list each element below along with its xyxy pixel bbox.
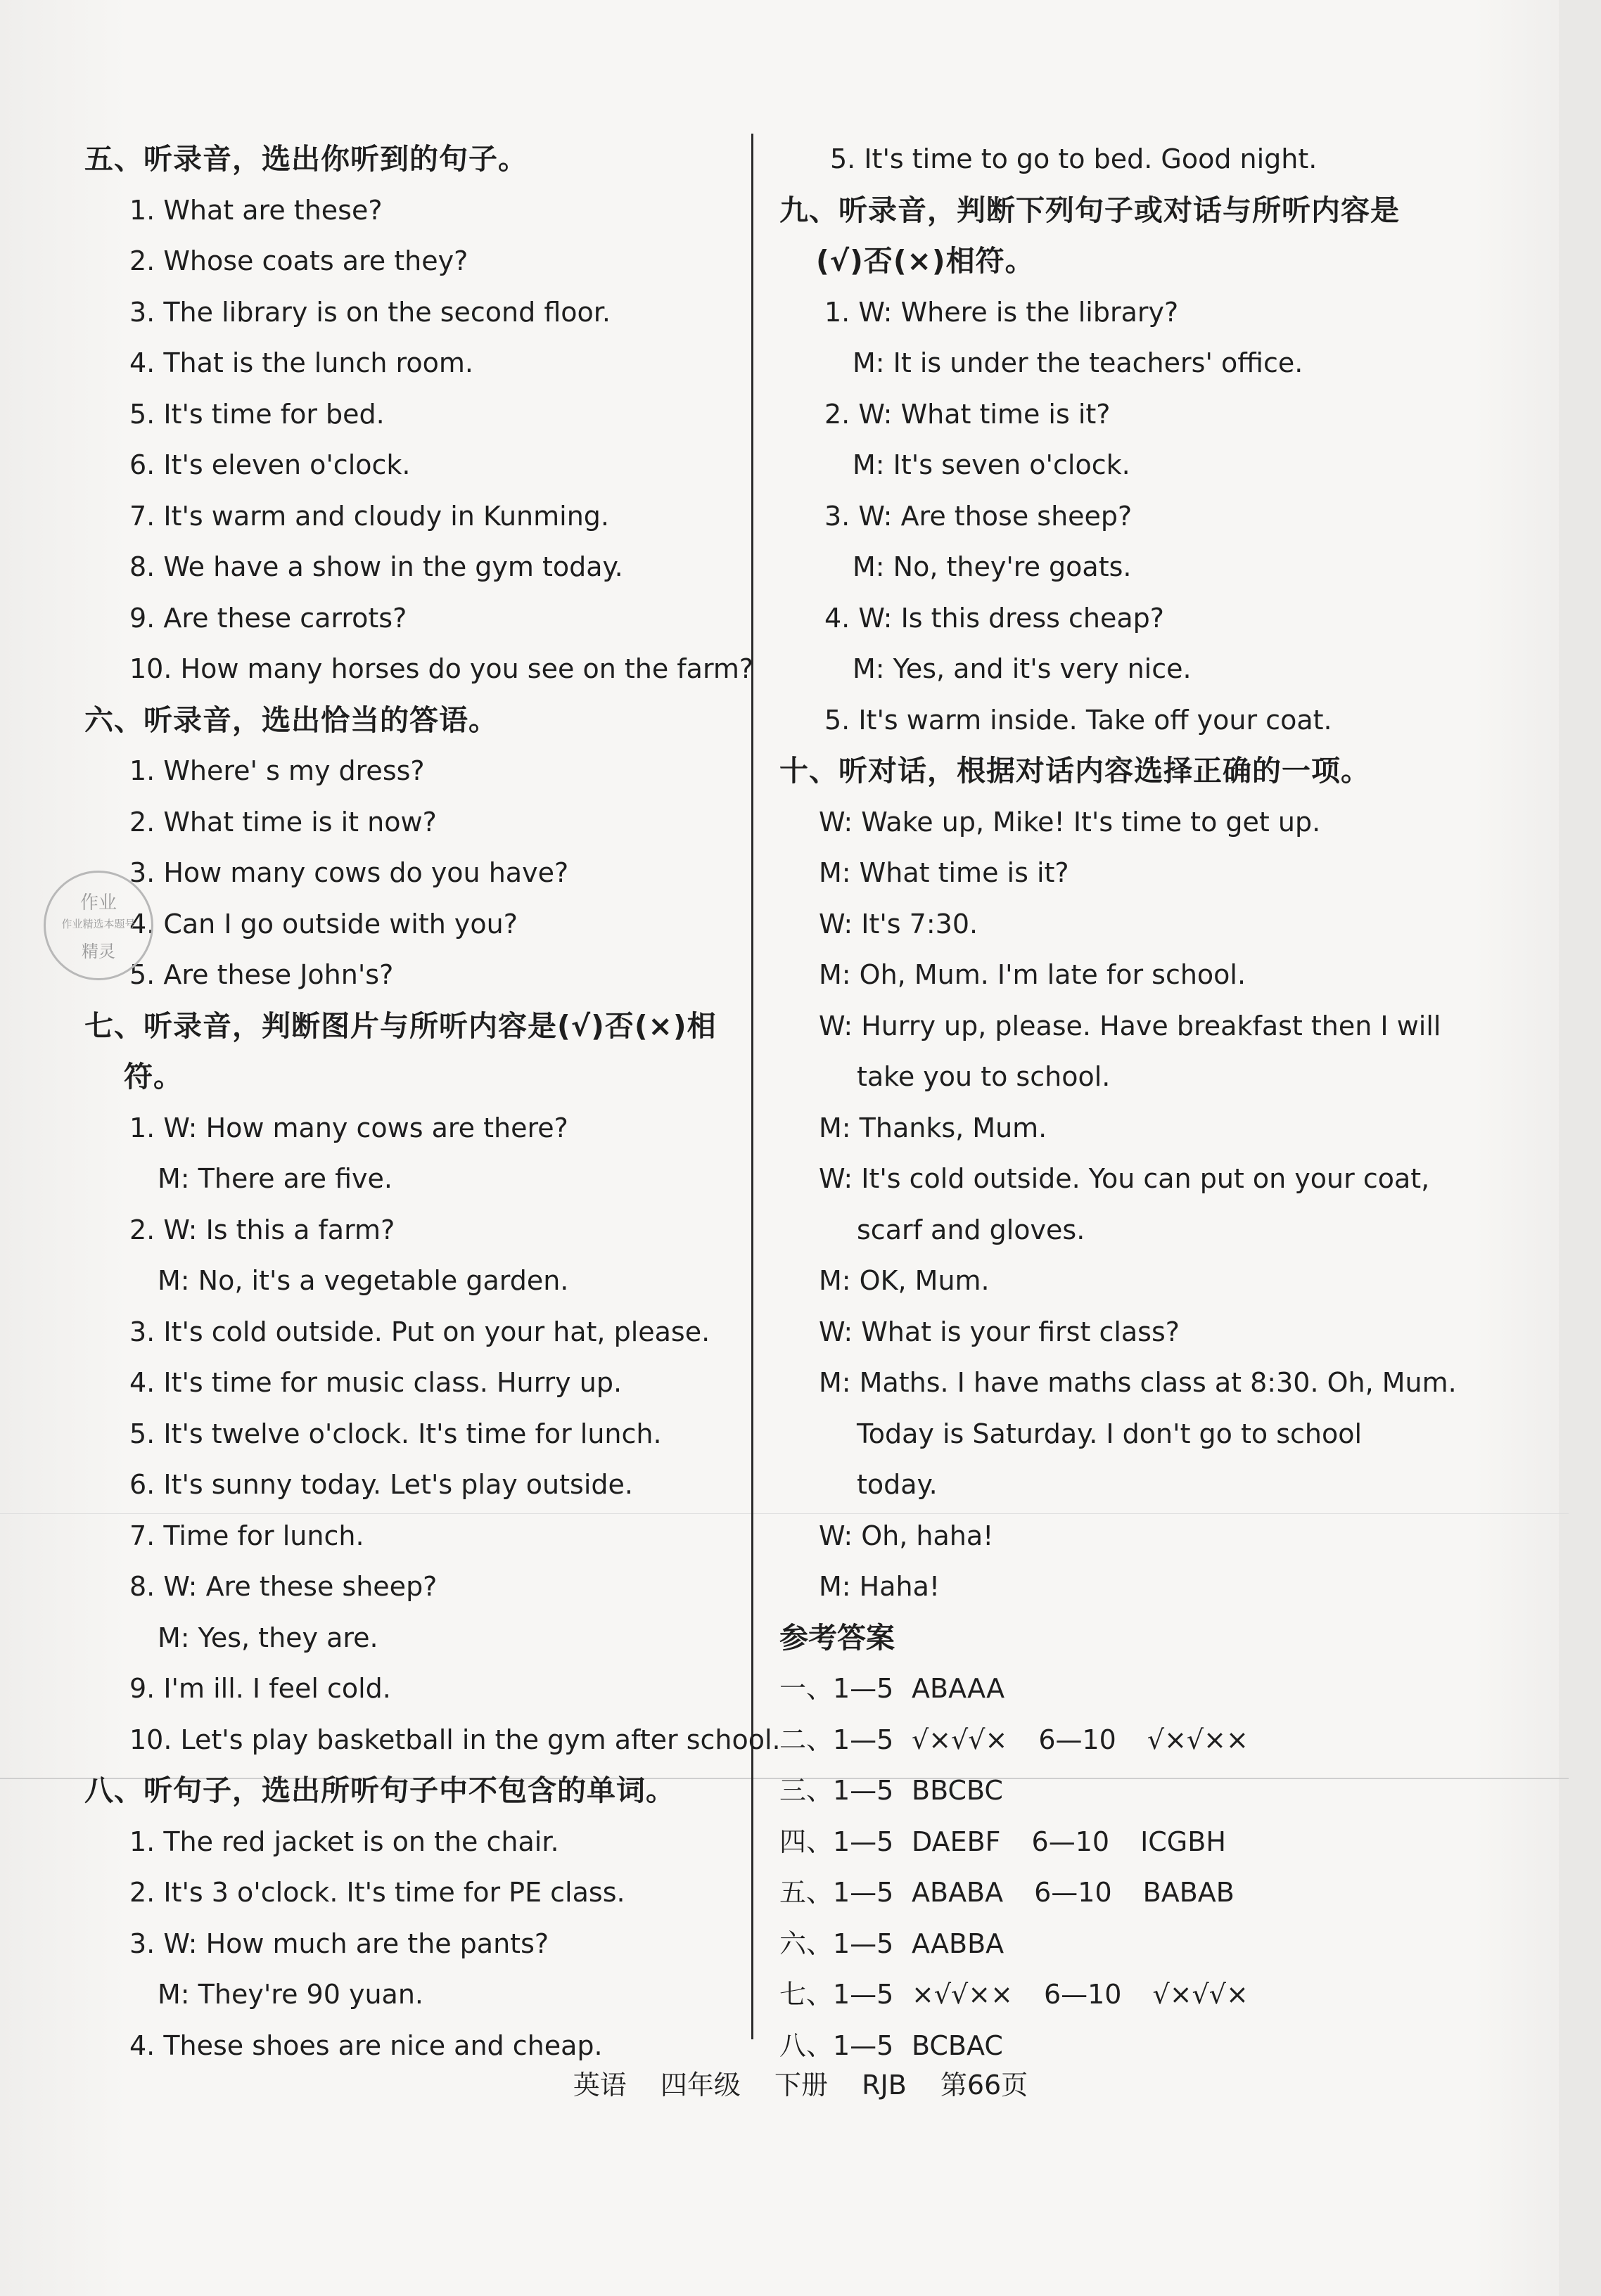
list-item: 7. It's warm and cloudy in Kunming.: [129, 500, 609, 532]
stamp-text: 精灵: [82, 942, 115, 961]
list-item: M: It's seven o'clock.: [853, 449, 1130, 480]
list-item: M: Yes, and it's very nice.: [853, 653, 1192, 684]
list-item: 8. We have a show in the gym today.: [129, 551, 623, 582]
list-item: 4. W: Is this dress cheap?: [824, 602, 1164, 634]
dialogue-line: W: Wake up, Mike! It's time to get up.: [819, 806, 1321, 838]
answer-row: [779, 1867, 1455, 1918]
dialogue-line: today.: [857, 1469, 938, 1500]
list-item: M: No, they're goats.: [853, 551, 1132, 582]
answer-group: √×√√×: [1152, 1979, 1249, 2010]
answer-group: √×√××: [1147, 1724, 1249, 1755]
list-item: 5. It's warm inside. Take off your coat.: [824, 704, 1332, 736]
list-item: 8. W: Are these sheep?: [129, 1571, 438, 1602]
list-item: 4. It's time for music class. Hurry up.: [129, 1367, 623, 1398]
answer-range-label: 五、1—5: [779, 1877, 894, 1908]
answer-key-title: 参考答案: [779, 1620, 895, 1655]
answer-range-label: 四、1—5: [779, 1826, 894, 1857]
answer-group: DAEBF: [912, 1826, 1001, 1857]
footer-volume: 下册: [774, 2070, 828, 2101]
section-heading: [779, 185, 1455, 287]
list-item: M: It is under the teachers' office.: [853, 347, 1303, 378]
list-item: 3. W: How much are the pants?: [129, 1928, 549, 1959]
watermark-stamp: [44, 871, 153, 980]
list-item: 1. W: Where is the library?: [824, 296, 1179, 328]
answer-group: √×√√×: [912, 1724, 1008, 1755]
list-item: 7. Time for lunch.: [129, 1520, 364, 1551]
section-9: [779, 185, 1455, 746]
dialogue-line: W: Hurry up, please. Have breakfast then I will: [819, 1010, 1441, 1041]
dialogue-line: M: Haha!: [819, 1571, 940, 1602]
answer-row: [779, 1765, 1455, 1816]
list-item: 9. I'm ill. I feel cold.: [129, 1673, 391, 1704]
list-item: 5. It's time to go to bed. Good night.: [830, 143, 1318, 174]
stamp-text: 作业精选本题号: [61, 918, 136, 930]
answer-range-label: 6—10: [1031, 1826, 1110, 1857]
list-item: 10. Let's play basketball in the gym after school.: [129, 1724, 781, 1755]
list-item: 5. Are these John's?: [129, 959, 394, 990]
footer-subject: 英语: [573, 2070, 627, 2101]
answer-range-label: 6—10: [1038, 1724, 1116, 1755]
answer-row: [779, 1969, 1455, 2020]
list-item: M: They're 90 yuan.: [158, 1979, 423, 2010]
list-item: M: No, it's a vegetable garden.: [158, 1265, 569, 1296]
list-item: 6. It's sunny today. Let's play outside.: [129, 1469, 633, 1500]
heading-line: 九、听录音，判断下列句子或对话与所听内容是: [779, 193, 1400, 227]
section-heading: 十、听对话，根据对话内容选择正确的一项。: [779, 754, 1370, 788]
section-10: [779, 745, 1455, 1612]
page-edge: [1559, 0, 1601, 2296]
answer-range-label: 6—10: [1034, 1877, 1112, 1908]
list-item: 2. W: What time is it?: [824, 398, 1111, 430]
answer-range-label: 七、1—5: [779, 1979, 894, 2010]
list-item: 4. That is the lunch room.: [129, 347, 473, 378]
dialogue-line: W: It's 7:30.: [819, 908, 978, 939]
list-item: 3. W: Are those sheep?: [824, 500, 1133, 532]
dialogue-line: take you to school.: [857, 1061, 1111, 1092]
heading-continuation: 符。: [124, 1060, 183, 1094]
answer-row: [779, 2020, 1455, 2072]
list-item: 3. How many cows do you have?: [129, 857, 569, 888]
item-list: [84, 185, 760, 695]
list-item: 5. It's time for bed.: [129, 398, 385, 430]
list-item: 6. It's eleven o'clock.: [129, 449, 411, 480]
answer-row: [779, 1918, 1455, 1970]
answer-range-label: 六、1—5: [779, 1928, 894, 1959]
answer-row: [779, 1816, 1455, 1868]
answer-group: AABBA: [912, 1928, 1004, 1959]
list-item: M: There are five.: [158, 1163, 393, 1194]
answer-group: BABAB: [1142, 1877, 1235, 1908]
answer-group: ABABA: [912, 1877, 1004, 1908]
left-column: [84, 134, 781, 2071]
dialogue-line: M: Maths. I have maths class at 8:30. Oh, Mum.: [819, 1367, 1457, 1398]
section-8: [84, 1765, 760, 2071]
section-heading: 五、听录音，选出你听到的句子。: [84, 142, 528, 176]
dialogue-line: M: OK, Mum.: [819, 1265, 990, 1296]
dialogue-line: M: Oh, Mum. I'm late for school.: [819, 959, 1246, 990]
right-column: [779, 134, 1455, 2071]
answer-row: [779, 1663, 1455, 1714]
answer-range-label: 三、1—5: [779, 1775, 894, 1806]
answer-range-label: 八、1—5: [779, 2029, 894, 2061]
item-list: [84, 1816, 760, 2072]
section-6: [84, 695, 760, 1001]
list-item: 2. It's 3 o'clock. It's time for PE class.: [129, 1877, 625, 1908]
answer-range-label: 一、1—5: [779, 1673, 894, 1704]
answer-rows: [779, 1663, 1455, 2071]
item-list: [84, 745, 760, 1001]
list-item: 1. What are these?: [129, 194, 383, 226]
answer-range-label: 6—10: [1043, 1979, 1122, 2010]
dialogue-line: Today is Saturday. I don't go to school: [857, 1418, 1363, 1449]
list-item: 1. The red jacket is on the chair.: [129, 1826, 559, 1857]
answer-group: ABAAA: [912, 1673, 1005, 1704]
section-7: [84, 1001, 781, 1766]
list-item: 1. W: How many cows are there?: [129, 1112, 568, 1143]
answer-row: [779, 1714, 1455, 1766]
answer-group: ICGBH: [1140, 1826, 1226, 1857]
list-item: 5. It's twelve o'clock. It's time for lunch.: [129, 1418, 662, 1449]
list-item: 1. Where' s my dress?: [129, 755, 425, 786]
footer-page-number: 第66页: [940, 2070, 1028, 2101]
answer-key: [779, 1612, 1455, 2072]
dialogue-line: W: What is your first class?: [819, 1316, 1180, 1347]
dialogue-line: M: Thanks, Mum.: [819, 1112, 1047, 1143]
section-heading: 六、听录音，选出恰当的答语。: [84, 703, 498, 737]
list-item: 10. How many horses do you see on the farm?: [129, 653, 754, 684]
answer-group: BCBAC: [912, 2029, 1003, 2061]
section-heading: [84, 1001, 760, 1103]
list-item: 4. These shoes are nice and cheap.: [129, 2029, 603, 2061]
heading-line: 七、听录音，判断图片与所听内容是(√)否(×)相: [84, 1008, 717, 1043]
list-item: 2. W: Is this a farm?: [129, 1214, 395, 1245]
list-item: 4. Can I go outside with you?: [129, 908, 518, 939]
list-item: 3. It's cold outside. Put on your hat, please.: [129, 1316, 710, 1347]
dialogue-line: M: What time is it?: [819, 857, 1069, 888]
list-item: 9. Are these carrots?: [129, 602, 407, 634]
item-list: [779, 287, 1455, 746]
footer-edition: RJB: [862, 2070, 907, 2101]
dialogue-line: W: Oh, haha!: [819, 1520, 994, 1551]
dialogue: [779, 797, 1455, 1612]
dialogue-line: scarf and gloves.: [857, 1214, 1085, 1245]
list-item: 3. The library is on the second floor.: [129, 296, 611, 328]
section-5: [84, 134, 760, 695]
answer-range-label: 二、1—5: [779, 1724, 894, 1755]
footer-grade: 四年级: [660, 2070, 741, 2101]
section-heading: 八、听句子，选出所听句子中不包含的单词。: [84, 1774, 675, 1807]
heading-continuation: (√)否(×)相符。: [816, 244, 1035, 278]
stamp-text: 作业: [79, 892, 117, 913]
answer-group: ×√√××: [912, 1979, 1013, 2010]
list-item: 2. Whose coats are they?: [129, 245, 468, 276]
answer-group: BBCBC: [912, 1775, 1003, 1806]
list-item: M: Yes, they are.: [158, 1622, 378, 1653]
page-footer: [0, 2067, 1601, 2103]
item-list: [84, 1103, 781, 1766]
list-item: 2. What time is it now?: [129, 806, 437, 838]
dialogue-line: W: It's cold outside. You can put on your coat,: [819, 1163, 1430, 1194]
